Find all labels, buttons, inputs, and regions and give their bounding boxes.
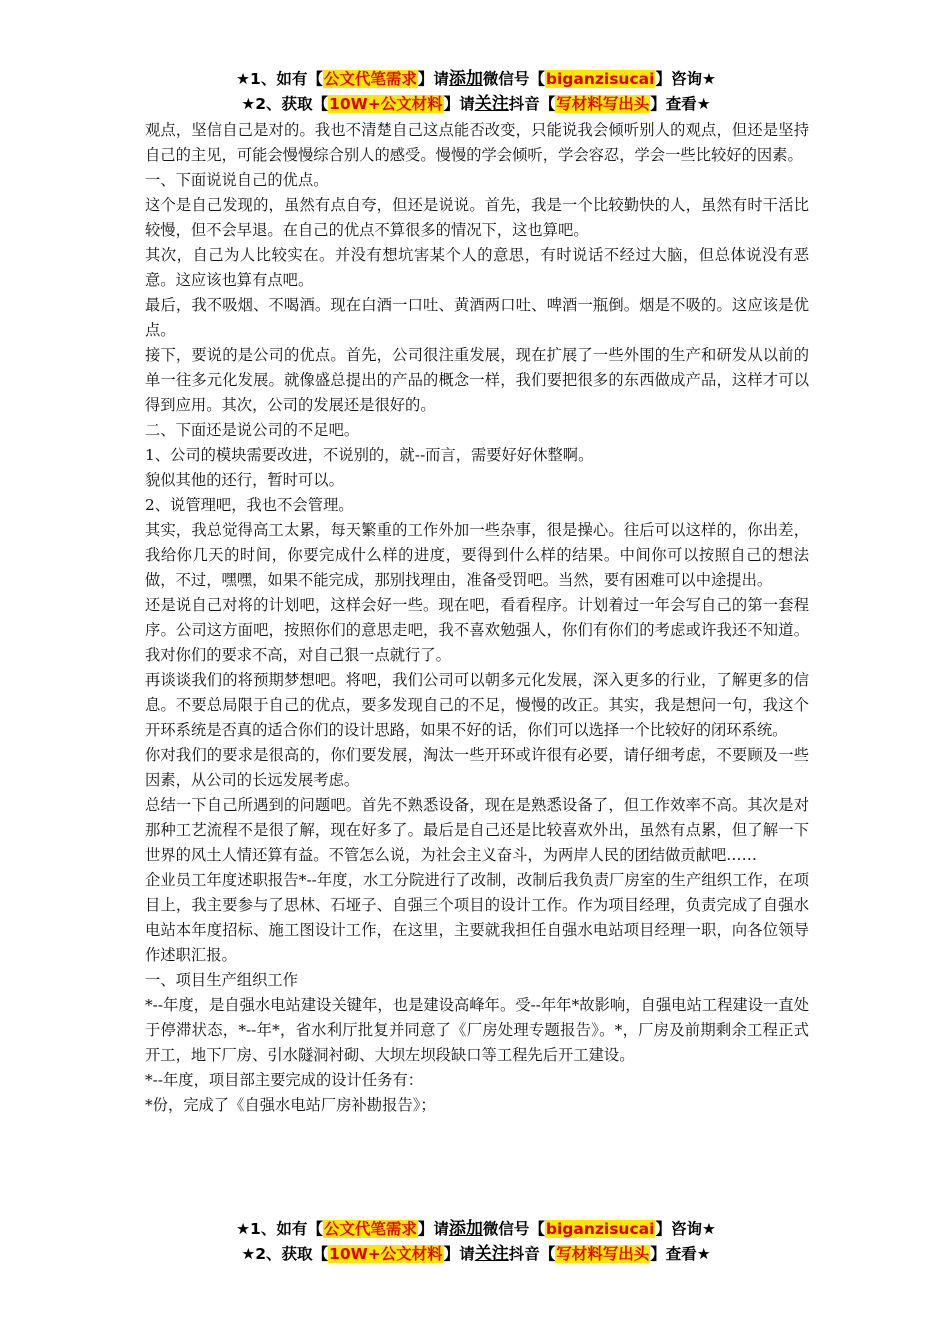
banner-text: 】请 [417, 70, 449, 88]
section-heading: 二、下面还是说公司的不足吧。 [145, 421, 360, 439]
banner-text: ★2、获取【 [241, 95, 329, 113]
banner-text: 抖音【 [508, 1245, 556, 1263]
section-heading: 一、项目生产组织工作 [145, 971, 298, 989]
banner-underlined-text: 添加 [448, 1219, 483, 1239]
paragraph: *份，完成了《自强水电站厂房补勘报告》； [145, 1096, 436, 1114]
paragraph: 这个是自己发现的，虽然有点自夸，但还是说说。首先，我是一个比较勤快的人，虽然有时干活比较慢，但不会早退。在自己的优点不算很多的情况下，这也算吧。 [145, 196, 809, 239]
banner-text: ★2、获取【 [241, 1245, 329, 1263]
paragraph: 还是说自己对将的计划吧，这样会好一些。现在吧，看看程序。计划着过一年会写自己的第一套程序。公司这方面吧，按照你们的意思走吧，我不喜欢勉强人，你们有你们的考虑或许我还不知道。我对你们的要求不高，对自己狠一点就行了。 [145, 596, 809, 664]
banner-highlight: 10W+公文材料 [329, 1245, 443, 1263]
paragraph: 企业员工年度述职报告*--年度，水工分院进行了改制，改制后我负责厂房室的生产组织工作，在项目上，我主要参与了思林、石垭子、自强三个项目的设计工作。作为项目经理，负责完成了自强水电站本年度招标、施工图设计工作，在这里，主要就我担任自强水电站项目经理一职，向各位领导作述职汇报。 [145, 871, 809, 964]
banner-underlined-text: 关注 [474, 1244, 509, 1264]
banner-text: 】查看★ [650, 95, 711, 113]
promo-banner-bottom-line-2 [145, 1243, 807, 1265]
banner-text: 微信号【 [482, 1220, 545, 1238]
paragraph: 接下，要说的是公司的优点。首先，公司很注重发展，现在扩展了一些外围的生产和研发从以前的单一往多元化发展。就像盛总提出的产品的概念一样，我们要把很多的东西做成产品，这样才可以得到应用。其次，公司的发展还是很好的。 [145, 346, 809, 414]
banner-text: 】查看★ [650, 1245, 711, 1263]
paragraph: 最后，我不吸烟、不喝酒。现在白酒一口吐、黄酒两口吐、啤酒一瓶倒。烟是不吸的。这应该是优点。 [145, 296, 809, 339]
banner-text: ★1、如有【 [236, 1220, 323, 1238]
paragraph: *--年度，是自强水电站建设关键年，也是建设高峰年。受--年年*故影响，自强电站工程建设一直处于停滞状态，*--年*，省水利厅批复并同意了《厂房处理专题报告》。*，厂房及前期剩余工程正式开工，地下厂房、引水隧洞衬砌、大坝左坝段缺口等工程先后开工建设。 [145, 996, 809, 1064]
promo-banner-top-line-2 [145, 93, 807, 115]
banner-text: 】请 [443, 1245, 475, 1263]
banner-highlight: 写材料写出头 [556, 95, 650, 113]
banner-underlined-text: 添加 [448, 69, 483, 89]
banner-highlight: biganzisucai [545, 70, 655, 88]
banner-text: 抖音【 [508, 95, 556, 113]
paragraph: 观点，坚信自己是对的。我也不清楚自己这点能否改变，只能说我会倾听别人的观点，但还是坚持自己的主见，可能会慢慢综合别人的感受。慢慢的学会倾听，学会容忍，学会一些比较好的因素。 [145, 121, 809, 164]
paragraph: 1、公司的模块需要改进，不说别的，就--而言，需要好好休整啊。 [145, 446, 594, 464]
banner-highlight: 公文代笔需求 [323, 1220, 417, 1238]
paragraph: 再谈谈我们的将预期梦想吧。将吧，我们公司可以朝多元化发展，深入更多的行业，了解更多的信息。不要总局限于自己的优点，要多发现自己的不足，慢慢的改正。其实，我是想问一句，我这个开环系统是否真的适合你们的设计思路，如果不好的话，你们可以选择一个比较好的闭环系统。 [145, 671, 809, 739]
banner-highlight: biganzisucai [545, 1220, 655, 1238]
banner-highlight: 公文代笔需求 [323, 70, 417, 88]
section-heading: 一、下面说说自己的优点。 [145, 171, 329, 189]
promo-banner-top-line-1 [145, 68, 807, 90]
paragraph: 其实，我总觉得高工太累，每天繁重的工作外加一些杂事，很是操心。往后可以这样的，你出差，我给你几天的时间，你要完成什么样的进度，要得到什么样的结果。中间你可以按照自己的想法做，不过，嘿嘿，如果不能完成，那别找理由，准备受罚吧。当然，要有困难可以中途提出。 [145, 521, 809, 589]
banner-text: 】咨询★ [655, 70, 716, 88]
paragraph: 2、说管理吧，我也不会管理。 [145, 496, 354, 514]
document-body [145, 118, 809, 1118]
banner-text: 】咨询★ [655, 1220, 716, 1238]
banner-highlight: 10W+公文材料 [329, 95, 443, 113]
banner-text: 】请 [417, 1220, 449, 1238]
banner-text: ★1、如有【 [236, 70, 323, 88]
banner-highlight: 写材料写出头 [556, 1245, 650, 1263]
paragraph: *--年度，项目部主要完成的设计任务有： [145, 1071, 424, 1089]
paragraph: 其次，自己为人比较实在。并没有想坑害某个人的意思，有时说话不经过大脑，但总体说没有恶意。这应该也算有点吧。 [145, 246, 809, 289]
banner-text: 】请 [443, 95, 475, 113]
banner-text: 微信号【 [482, 70, 545, 88]
promo-banner-bottom-line-1 [145, 1218, 807, 1240]
paragraph: 总结一下自己所遇到的问题吧。首先不熟悉设备，现在是熟悉设备了，但工作效率不高。其次是对那种工艺流程不是很了解，现在好多了。最后是自己还是比较喜欢外出，虽然有点累，但了解一下世界的风土人情还算有益。不管怎么说，为社会主义奋斗，为两岸人民的团结做贡献吧…… [145, 796, 809, 864]
banner-underlined-text: 关注 [474, 94, 509, 114]
paragraph: 貌似其他的还行，暂时可以。 [145, 471, 344, 489]
paragraph: 你对我们的要求是很高的，你们要发展，淘汰一些开环或许很有必要，请仔细考虑，不要顾及一些因素，从公司的长远发展考虑。 [145, 746, 809, 789]
